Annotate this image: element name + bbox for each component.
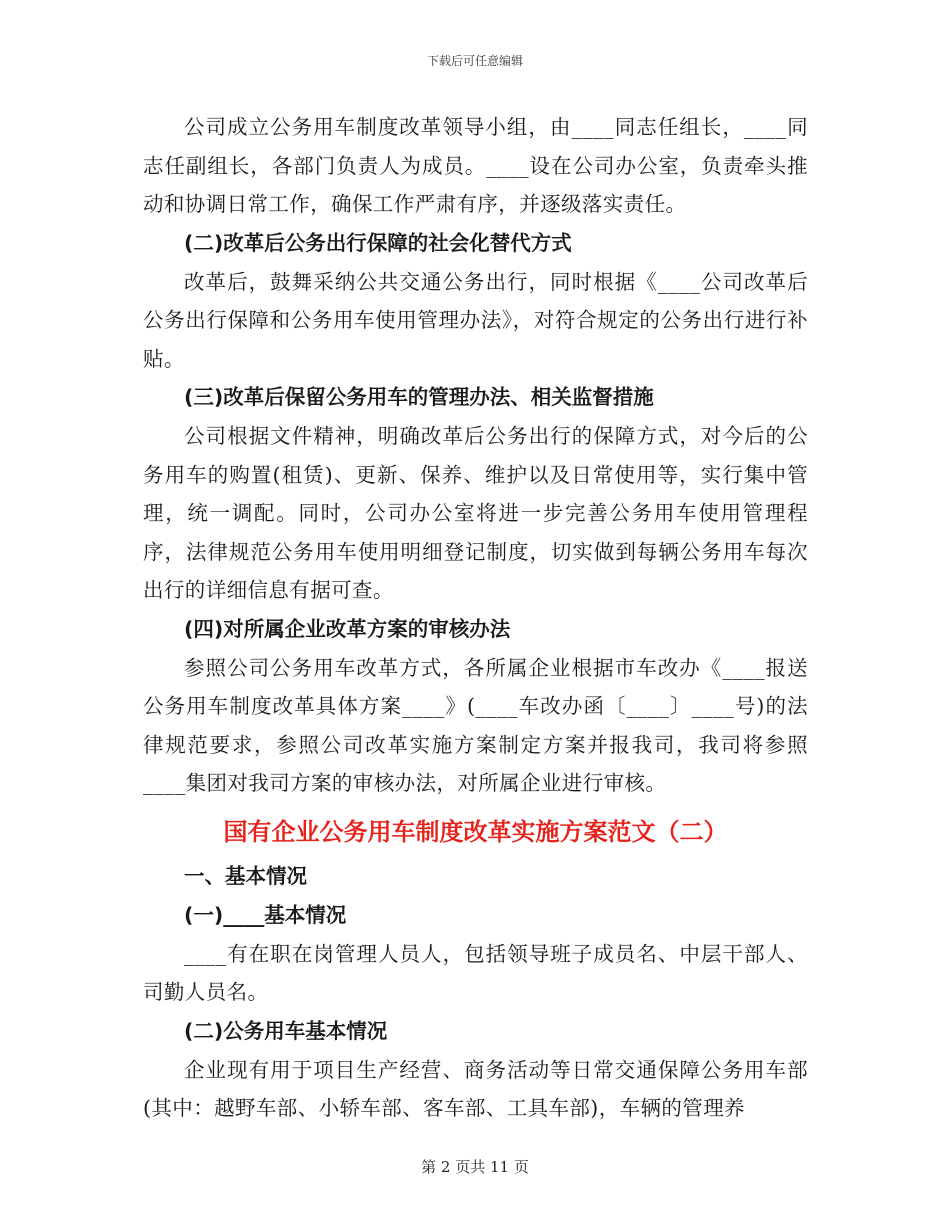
paragraph-leadership-group: 公司成立公务用车制度改革领导小组，由____同志任组长，____同志任副组长，各部门负责人为成员。____设在公司办公室，负责牵头推动和协调日常工作，确保工作严肃有序，并逐级落实责任。 — [143, 115, 808, 216]
section-heading-4: (四)对所属企业改革方案的审核办法 — [184, 616, 511, 641]
paragraph-public-transport: 改革后，鼓舞采纳公共交通公务出行，同时根据《____公司改革后公务出行保障和公务用车使用管理办法》，对符合规定的公务出行进行补贴。 — [143, 269, 808, 371]
paragraph-staff-info: ____有在职在岗管理人员人，包括领导班子成员名、中层干部人、司勤人员名。 — [143, 941, 808, 1004]
section-heading-basic-info: 一、基本情况 — [184, 863, 307, 888]
page-header: 下载后可任意编辑 — [426, 54, 523, 68]
subsection-heading-2: (二)公务用车基本情况 — [184, 1018, 388, 1043]
paragraph-review-method: 参照公司公务用车改革方式，各所属企业根据市车改办《____报送公务用车制度改革具体方案____》(____车改办函〔____〕____号)的法律规范要求，参照公司改革实施方案制定方案并报我司，我司将参照____集团对我司方案的审核办法，对所属企业进行审核。 — [143, 655, 808, 795]
section-heading-3: (三)改革后保留公务用车的管理办法、相关监督措施 — [184, 385, 654, 409]
document-body — [143, 108, 808, 1128]
paragraph-vehicle-info: 企业现有用于项目生产经营、商务活动等日常交通保障公务用车部(其中：越野车部、小轿车部、客车部、工具车部)，车辆的管理养 — [143, 1057, 808, 1120]
subsection-heading-1: (一)____基本情况 — [184, 902, 347, 927]
page-number: 第 2 页共 11 页 — [421, 1158, 529, 1176]
section-heading-2: (二)改革后公务出行保障的社会化替代方式 — [184, 230, 572, 255]
paragraph-vehicle-management: 公司根据文件精神，明确改革后公务出行的保障方式，对今后的公务用车的购置(租赁)、更新、保养、维护以及日常使用等，实行集中管理，统一调配。同时，公司办公室将进一步完善公务用车使用管理程序，法律规范公务用车使用明细登记制度，切实做到每辆公务用车每次出行的详细信息有据可查。 — [143, 424, 808, 602]
document-title: 国有企业公务用车制度改革实施方案范文（二） — [223, 817, 728, 846]
